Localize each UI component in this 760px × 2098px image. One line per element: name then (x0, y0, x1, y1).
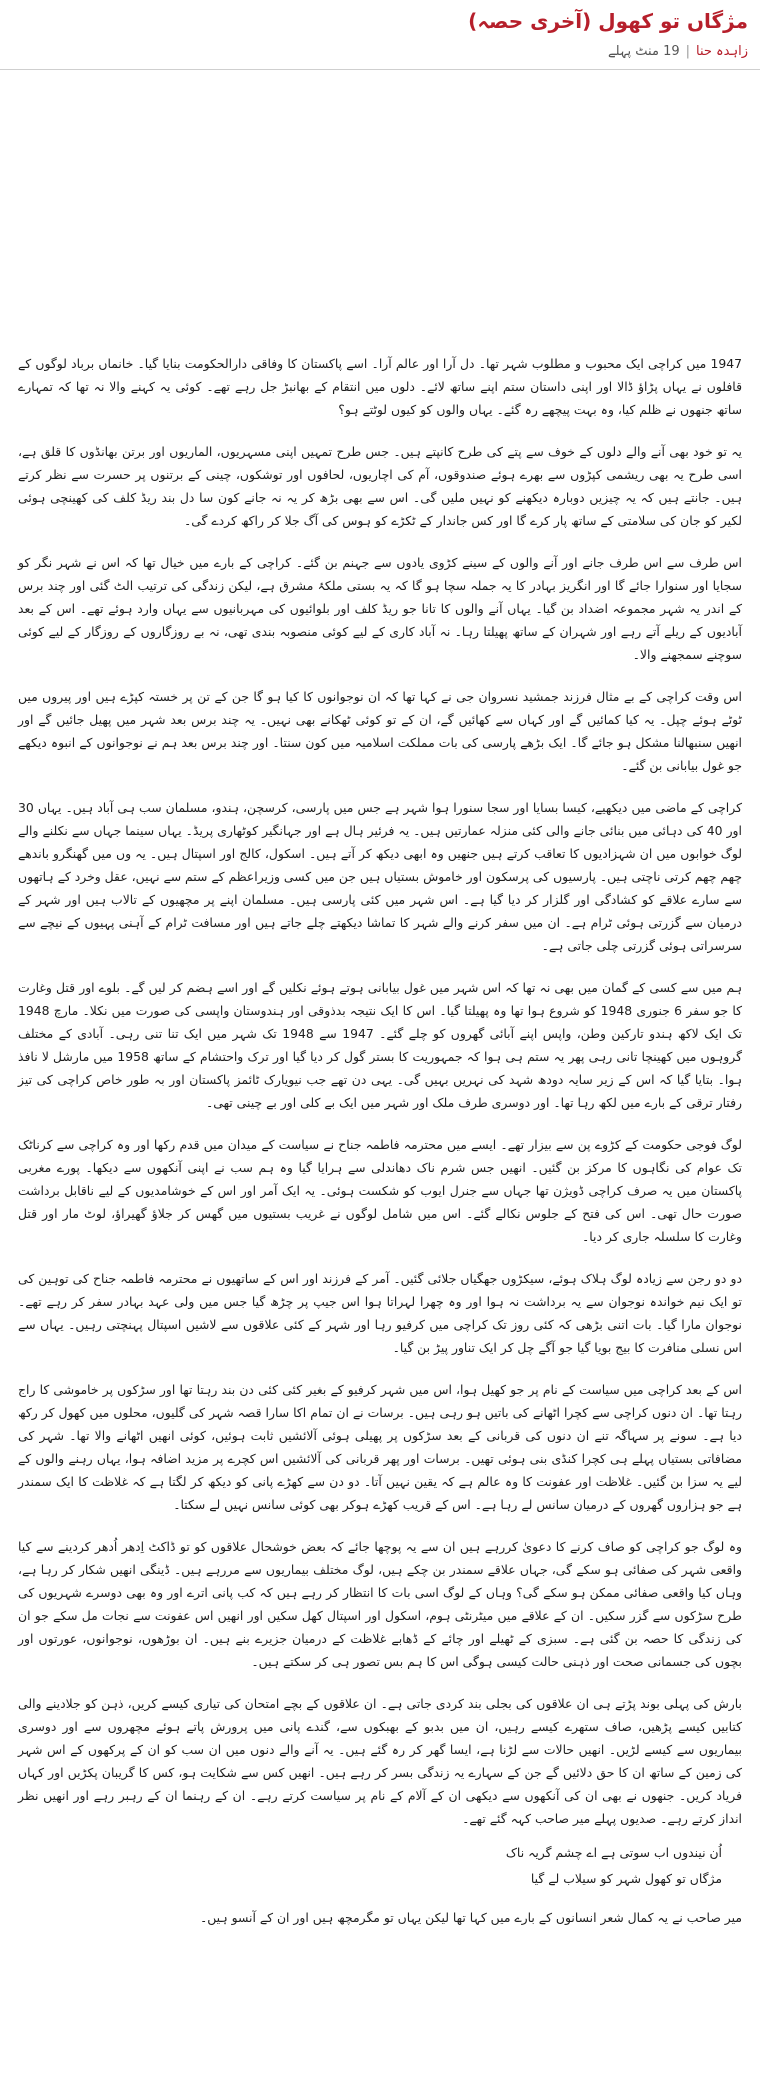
author-portrait (230, 93, 536, 329)
article-title: مژگاں تو کھول (آخری حصہ) (468, 9, 748, 33)
paragraph: یہ تو خود بھی آنے والے دلوں کے خوف سے پتے کی طرح کانپتے ہیں۔ جس طرح تمہیں اپنی مسہریوں، الماریوں اور برتن بھانڈوں کا قلق ہے، اسی طرح یہ بھی ریشمی کپڑوں سے بھرے ہوئے صندوقوں، آم کی اچاریوں، لحافوں اور توشکوں، چینی کے برتنوں پر حسرت سے نظر کرتے ہیں۔ جانتے ہیں کہ یہ چیزیں دوبارہ دیکھنے کو نہیں ملیں گی۔ اس سے بھی بڑھ کر یہ نہ جانے کون سا دل بند ریڈ کلف کی کھینچی ہوئی لکیر کو جان کی سلامتی کے ساتھ پار کرے گا اور کس جاندار کے ٹکڑے کو ہوس کی آگ جلا کر راکھ کردے گی۔ (18, 444, 742, 528)
paragraph: لوگ فوجی حکومت کے کڑوے پن سے بیزار تھے۔ ایسے میں محترمہ فاطمہ جناح نے سیاست کے میدان میں قدم رکھا اور وہ کراچی سے کرناٹک تک عوام کی نگاہوں کا مرکز بن گئیں۔ انھیں جس شرم ناک دھاندلی سے ہرایا گیا وہ ہم سب نے اپنی آنکھوں سے دیکھا۔ پورے مغربی پاکستان میں یہ صرف کراچی ڈویژن تھا جہاں سے جنرل ایوب کو شکست ہوئی۔ یہ ایک آمر اور اس کے خوشامدیوں کے لیے ناقابل برداشت صورت حال تھی۔ اس کی فتح کے جلوس نکالے گئے۔ اس میں شامل لوگوں نے غریب بستیوں میں گھس کر جلاؤ گھیراؤ، لوٹ مار اور قتل وغارت کا سلسلہ جاری کر دیا۔ (18, 1137, 742, 1244)
paragraph: 1947 میں کراچی ایک محبوب و مطلوب شہر تھا۔ دل آرا اور عالم آرا۔ اسے پاکستان کا وفاقی دارالحکومت بنایا گیا۔ خانماں برباد لوگوں کے قافلوں نے یہاں پڑاؤ ڈالا اور اپنی داستان ستم اپنے ساتھ لائے۔ دلوں میں انتقام کے بھانبڑ جل رہے تھے۔ کوئی یہ کہنے والا نہ تھا کہ تمہارے ساتھ جنھوں نے ظلم کیا، وہ بہت پیچھے رہ گئے۔ یہاں والوں کو کیوں لوٹتے ہو؟ (18, 356, 742, 417)
paragraph: ہم میں سے کسی کے گمان میں بھی نہ تھا کہ اس شہر میں غول بیابانی ہوتے ہوئے نکلیں گے اور اسے ہضم کر لیں گے۔ بلوے اور قتل وغارت کا جو سفر 6 جنوری 1948 کو شروع ہوا تھا وہ پھیلتا گیا۔ اس کا ایک نتیجہ بدذوقی اور ہندوستان واپسی کی صورت میں نکلا۔ مارچ 1948 تک ایک لاکھ ہندو تارکین وطن، واپس اپنے آبائی گھروں کو چلے گئے۔ 1947 سے 1948 تک شہر میں ایک تنا تنی رہی۔ آبادی کے مختلف گروہوں میں کھینچا تانی رہی پھر یہ ستم ہی ہوا کہ جمہوریت کا بستر گول کر دیا گیا اور ترک واحتشام کے ساتھ 1958 میں مارشل لا نافذ ہوا۔ بتایا گیا کہ اس کے زیر سایہ دودھ شہد کی نہریں بہیں گی۔ یہی دن تھے جب نیویارک ٹائمز پاکستان اور بہ طور خاص کراچی کی تیز رفتار ترقی کے بارے میں لکھ رہا تھا۔ اور دوسری طرف ملک اور شہر میں ایک بے کلی اور بے چینی تھی۔ (18, 980, 742, 1110)
header-divider (0, 69, 760, 70)
poem-line: مژگاں تو کھول شہر کو سیلاب لے گیا (530, 1871, 722, 1886)
paragraph: اس وقت کراچی کے بے مثال فرزند جمشید نسروان جی نے کہا تھا کہ ان نوجوانوں کا کیا ہو گا جن کے تن پر خستہ کپڑے ہیں اور پیروں میں ٹوٹے ہوئے چپل۔ یہ کیا کمائیں گے اور کہاں سے کھائیں گے، ان کے تو کوئی ٹھکانے بھی نہیں۔ یہ چند برس بعد شہر میں پھیل جائیں گے اور انھیں سنبھالنا مشکل ہو جائے گا۔ ایک بڑھے پارسی کی بات مملکت اسلامیہ میں کون سنتا۔ اور چند برس بعد ہم نے نوجوانوں کے انبوہ دیکھے جو غول بیابانی بن گئے۔ (18, 689, 742, 773)
article-body (18, 352, 742, 1948)
paragraph: اس کے بعد کراچی میں سیاست کے نام پر جو کھیل ہوا، اس میں شہر کرفیو کے بغیر کئی کئی دن بند رہتا تھا اور سڑکوں پر خاموشی کا راج رہتا تھا۔ ان دنوں کراچی سے کچرا اٹھانے کی باتیں ہو رہی ہیں۔ برسات نے ان تمام اکا سارا قصہ شہر کی گلیوں، محلوں میں کھول کر رکھ دیا ہے۔ سونے پر سہاگہ تنے ان دنوں کی قربانی کے بعد سڑکوں پر پھیلی ہوئی آلائشیں ثابت ہوئیں، کوئی انھیں اٹھانے والا تھا۔ شہر کی مضافاتی بستیاں پہلے ہی کچرا کنڈی بنی ہوئی تھیں۔ برسات اور پھر قربانی کی آلائشیں اس کچرے پر مزید اضافہ ہوا، یہاں رہنے والوں کے لیے یہ سزا بن گئیں۔ غلاظت اور عفونت کا وہ عالم ہے کہ یقین نہیں آتا۔ دو دن سے کھڑے پانی کو دیکھ کر لگتا ہے کہ غلاظت کا ایک سمندر ہے جو ہزاروں گھروں کے درمیان سانس لے رہا ہے۔ اس کے قریب کھڑے ہوکر بھی کوئی سانس نہیں لے سکتا۔ (18, 1382, 742, 1512)
paragraph: کراچی کے ماضی میں دیکھیے، کیسا بسایا اور سجا سنورا ہوا شہر ہے جس میں پارسی، کرسچن، ہندو، مسلمان سب ہی آباد ہیں۔ یہاں 30 اور 40 کی دہائی میں بنائی جانے والی کئی منزلہ عمارتیں ہیں۔ یہ فرئیر ہال ہے اور جہانگیر کوٹھاری پریڈ۔ یہاں سینما جہاں سے نکلنے والے لوگ خوابوں میں ان شہزادیوں کا تعاقب کرتے ہیں جنھیں وہ ابھی دیکھ کر آتے ہیں۔ اسکول، کالج اور اسپتال ہیں۔ یہ وں میں گھنگرو باندھے چھم چھم کرتی ناچتی ہیں۔ پارسیوں کی پرسکون اور خاموش بستیاں ہیں جن میں کسی وزیراعظم کے ستم سے نہیں، عقل وخرد کے ہاتھوں سے سارے علاقے کو کشادگی اور گلزار کر دیا گیا ہے۔ اس شہر میں کئی پارسی ہیں۔ مسلمان اپنے پر مچھیوں کے تالاب ہیں اور شہر کے درمیان سے گزرتی ہوئی ٹرام ہے۔ ان میں سفر کرنے والے شہر کا تماشا دیکھتے چلے جاتے ہیں اور مسافت ٹرام کے آہنی پہیوں کے نیچے سے سرسراتی ہوئی گزرتی چلی جاتی ہے۔ (18, 800, 743, 953)
paragraph: دو دو رجن سے زیادہ لوگ ہلاک ہوئے، سیکڑوں جھگیاں جلائی گئیں۔ آمر کے فرزند اور اس کے ساتھیوں نے محترمہ فاطمہ جناح کی توہین کی تو ایک نیم خواندہ نوجوان سے یہ برداشت نہ ہوا اور وہ چھرا لہراتا ہوا اس جیپ پر چڑھ گیا جس میں ولی عہد بہادر سفر کر رہے تھے۔ نوجوان مارا گیا۔ بات اتنی بڑھی کہ کئی روز تک کراچی میں کرفیو رہا اور شہر کے کئی علاقوں سے لاشیں اسپتال پہنچتی رہیں۔ یہاں سے اس نسلی منافرت کا بیج بویا گیا جو آگے چل کر ایک تناور پیڑ بن گیا۔ (18, 1271, 742, 1355)
poem-line: اُن نیندوں اب سوتی ہے اے چشم گریہ ناک (505, 1845, 722, 1860)
paragraph: وہ لوگ جو کراچی کو صاف کرنے کا دعویٰ کررہے ہیں ان سے یہ پوچھا جائے کہ بعض خوشحال علاقوں کو تو ڈاکٹ اِدھر اُدھر کردینے سے کیا واقعی شہر کی صفائی ہو سکے گی، جہاں علاقے سمندر بن چکے ہیں، لوگ مختلف بیماریوں سے مررہے ہیں۔ ڈینگی انھیں شکار کر رہا ہے، وہاں کیا واقعی صفائی ممکن ہو سکے گی؟ وہاں کے لوگ اسی بات کا انتظار کر رہے ہیں کہ کب پانی اترے اور وہ بھی دوسرے شہریوں کی طرح سڑکوں سے گزر سکیں۔ ان کے علاقے میں میٹرنٹی ہوم، اسکول اور اسپتال کھل سکیں اور انھیں اس عفونت سے نجات مل سکے جو ان کی زندگی کا حصہ بن گئی ہے۔ سبزی کے ٹھیلے اور چائے کے ڈھابے غلاظت کے درمیان جزیرے بنے ہیں۔ ان بوڑھوں، نوجوانوں، عورتوں اور بچوں کی جسمانی صحت اور ذہنی حالت کیسی ہوگی اس کا ہم بس تصور ہی کر سکتے ہیں۔ (18, 1539, 742, 1669)
author-link[interactable]: زاہدہ حنا (696, 44, 748, 59)
paragraph: بارش کی پہلی بوند پڑتے ہی ان علاقوں کی بجلی بند کردی جاتی ہے۔ ان علاقوں کے بچے امتحان کی تیاری کیسے کریں، ذہن کو جلادینے والی کتابیں کیسے پڑھیں، صاف ستھرے کیسے رہیں، ان میں بدبو کے بھبکوں سے، گندے پانی میں پرورش پاتے ہوئے مچھروں سے اور دوسری بیماریوں سے کیسے لڑیں۔ انھیں حالات سے لڑنا ہے، ایسا گھر کر رہ گئے ہیں۔ یہ آنے والے دنوں میں ان سب کو ان کے پرکھوں کے اس شہر کی زمین کے ساتھ ان کا حق دلائیں گے جن کے سہارے یہ زندگی بسر کر رہے ہیں۔ انھیں کس سے شکایت ہو، کس کا گریبان پکڑیں اور کہاں فریاد کریں۔ جنھوں نے بھی ان کی آنکھوں سے دیکھی ان کے آلام کے نام پر سیاست کرتے رہے۔ ان کے رہنما ان کے رہبر رہے اور انھیں نظر انداز کرتے رہے۔ صدیوں پہلے میر صاحب کہہ گئے تھے۔ (18, 1696, 742, 1826)
closing-paragraph: میر صاحب نے یہ کمال شعر انسانوں کے بارے میں کہا تھا لیکن یہاں تو مگرمچھ ہیں اور ان کے آنسو ہیں۔ (199, 1910, 742, 1925)
byline-separator: | (685, 44, 690, 59)
paragraph: اس طرف سے اس طرف جانے اور آنے والوں کے سینے کڑوی یادوں سے جہنم بن گئے۔ کراچی کے بارے میں خیال تھا کہ اس نے شہر نگر کو سجایا اور سنوارا جائے گا اور انگریز بہادر کا یہ جملہ سچا ہو گا کہ یہ بستی ملکۂ مشرق ہے، لیکن زندگی کی ترتیب الٹ گئی اور چند برس کے اندر یہ شہر مجموعہ اضداد بن گیا۔ یہاں آنے والوں کا تانا جو ریڈ کلف اور بلوائیوں کی مہربانیوں سے یہاں وارد ہوئے تھے۔ اس کے بعد آبادیوں کے ریلے آتے رہے اور شہران کے ساتھ پھیلتا رہا۔ نہ آباد کاری کے لیے کوئی منصوبہ بندی تھی، نہ بے روزگاروں کے روزگار کے لیے کوئی سوچنے سمجھنے والا۔ (18, 555, 742, 662)
poem-couplet (18, 1840, 742, 1892)
byline (608, 40, 748, 64)
publish-time: 19 منٹ پہلے (607, 44, 680, 59)
